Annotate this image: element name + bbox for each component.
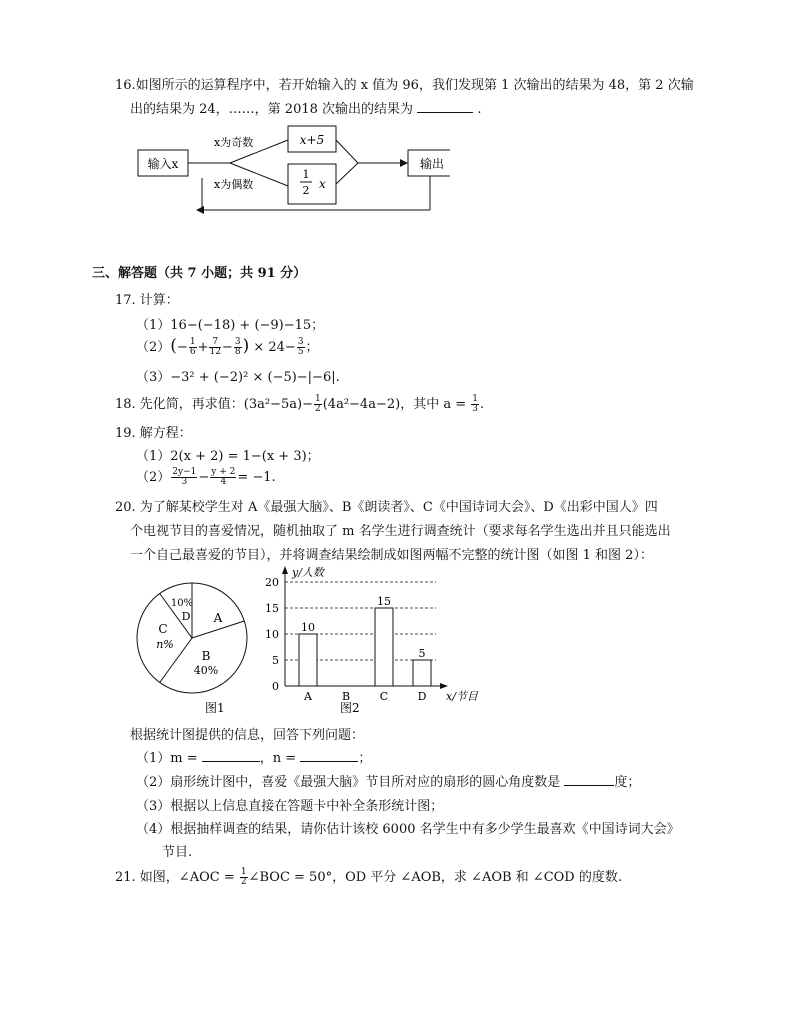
flow-op2-var: x xyxy=(319,177,326,191)
q17-frac3: $\frac{3}{8}$ xyxy=(234,337,241,357)
ytick-0: 0 xyxy=(272,680,279,693)
q20-sub4-line1: （4）根据抽样调查的结果，请你估计该校 6000 名学生中有多少学生最喜欢《中国诗词大会》 xyxy=(136,822,680,837)
q18-prefix: 18. 先化简，再求值：(3a²−5a)− xyxy=(115,397,313,412)
q18-frac1: $\frac{1}{2}$ xyxy=(315,394,321,414)
ytick-15: 15 xyxy=(265,602,279,615)
pie-label-C: C xyxy=(158,622,168,636)
q19-part2: （2） $\frac{2y-1}{3}$ − $\frac{y + 2}{4}$ = −1. xyxy=(136,467,276,487)
bar-chart-yticks xyxy=(265,576,279,693)
q20-s1-m: （1）m = xyxy=(136,751,198,766)
pie-label-D: D xyxy=(181,610,191,623)
bar-chart xyxy=(258,562,488,718)
q20-s1-end: ； xyxy=(358,751,372,766)
q18-mid: (4a²−4a−2)，其中 a = xyxy=(322,397,471,412)
q21-frac: $\frac{1}{2}$ xyxy=(240,867,247,887)
q17-p2-end: ； xyxy=(305,340,319,355)
ytick-10: 10 xyxy=(265,628,279,641)
q18-line xyxy=(115,393,484,414)
flow-even-label: x为偶数 xyxy=(214,178,254,191)
flow-op2-box xyxy=(288,164,336,204)
q21-line xyxy=(115,866,622,887)
flow-output-arrow xyxy=(400,159,408,167)
q18-end: . xyxy=(479,397,485,412)
bar-chart-xticks xyxy=(303,690,427,703)
q20-line2: 个电视节目的喜爱情况，随机抽取了 m 名学生进行调查统计（要求每名学生选出并且只能选出 xyxy=(130,524,671,539)
q17-frac1: $\frac{1}{6}$ xyxy=(189,337,196,357)
q16-line1: 16.如图所示的运算程序中，若开始输入的 x 值为 96，我们发现第 1 次输出的结果为 48，第 2 次输 xyxy=(115,78,694,93)
x-axis-arrow xyxy=(440,683,448,689)
section-title: 三、解答题（共 7 小题；共 91 分） xyxy=(92,266,307,281)
y-axis-arrow xyxy=(282,566,288,574)
xtick-A: A xyxy=(304,690,312,703)
pie-caption: 图1 xyxy=(205,701,225,715)
flow-op2-den: 2 xyxy=(302,184,310,197)
q16-answer-blank[interactable] xyxy=(417,100,473,113)
pie-label-B: B xyxy=(201,649,211,663)
pie-pct-D: 10% xyxy=(170,598,194,609)
flow-op2-num: 1 xyxy=(302,168,310,181)
q19-p2-prefix: （2） xyxy=(136,470,171,485)
q19-frac2: $\frac{y + 2}{4}$ xyxy=(211,467,236,487)
ytick-5: 5 xyxy=(272,654,279,667)
flow-op1-label: x+5 xyxy=(299,133,325,147)
q21-rest: ∠BOC = 50°，OD 平分 ∠AOB，求 ∠AOB 和 ∠COD 的度数. xyxy=(248,870,622,885)
xtick-D: D xyxy=(417,690,427,703)
q18-frac2: $\frac{1}{3}$ xyxy=(472,394,478,414)
xtick-B: B xyxy=(341,690,351,703)
q20-line1: 20. 为了解某校学生对 A《最强大脑》、B《朗读者》、C《中国诗词大会》、D《出彩中国人》四 xyxy=(115,500,658,515)
pie-pct-B: 40% xyxy=(193,664,219,677)
flowchart xyxy=(130,118,450,218)
q20-sub3: （3）根据以上信息直接在答题卡中补全条形统计图； xyxy=(136,799,444,814)
q20-sub1 xyxy=(136,747,371,766)
bar-D xyxy=(413,660,431,686)
q19-p2-end: = −1. xyxy=(237,470,276,485)
bar-caption: 图2 xyxy=(340,701,360,715)
flow-merge-top xyxy=(336,140,358,163)
q17-p2-mid: × 24− xyxy=(253,340,296,355)
q17-part1: （1）16−(−18) + (−9)−15； xyxy=(136,318,325,333)
q20-sub2 xyxy=(136,771,640,790)
bar-chart-bars xyxy=(299,595,431,686)
x-axis-label: x/节目 xyxy=(446,690,478,703)
flow-output-label: 输出 xyxy=(419,157,445,171)
q17-frac4: $\frac{3}{5}$ xyxy=(297,337,304,357)
q19-head: 19. 解方程： xyxy=(115,426,192,441)
flow-input-label: 输入x xyxy=(147,157,179,171)
q20-s1-n: ，n = xyxy=(259,751,297,766)
q20-s2-end: 度； xyxy=(614,775,641,790)
q20-line3: 一个自己最喜爱的节目），并将调查结果绘制成如图两幅不完整的统计图（如图 1 和图 2）： xyxy=(130,548,653,563)
q17-part3: （3）−3² + (−2)² × (−5)−|−6|. xyxy=(136,370,340,385)
q20-angle-blank[interactable] xyxy=(564,773,614,786)
pie-pct-C: n% xyxy=(156,638,174,651)
q17-p2-prefix: （2） xyxy=(136,340,171,355)
bar-C xyxy=(375,608,393,686)
bar-value-C: 15 xyxy=(377,595,391,608)
q17-frac2: $\frac{7}{12}$ xyxy=(209,337,221,357)
q19-frac1: $\frac{2y-1}{3}$ xyxy=(172,467,197,487)
bar-value-D: 5 xyxy=(418,647,426,660)
bar-A xyxy=(299,634,317,686)
q16-line2 xyxy=(130,98,481,117)
pie-label-A: A xyxy=(213,611,223,625)
q20-m-blank[interactable] xyxy=(202,749,260,762)
q20-sub4-line2: 节目. xyxy=(162,845,193,860)
q17-head: 17. 计算： xyxy=(115,293,179,308)
q16-line2-text: 出的结果为 24，……，第 2018 次输出的结果为 xyxy=(130,102,414,117)
ytick-20: 20 xyxy=(265,576,279,589)
bar-value-A: 10 xyxy=(301,621,315,634)
xtick-C: C xyxy=(379,690,389,703)
q19-part1: （1）2(x + 2) = 1−(x + 3)； xyxy=(136,449,320,464)
flow-loop-arrow xyxy=(196,206,204,214)
q21-prefix: 21. 如图，∠AOC = xyxy=(115,870,239,885)
q20-prompt: 根据统计图提供的信息，回答下列问题： xyxy=(130,728,365,743)
flow-odd-label: x为奇数 xyxy=(214,136,254,149)
q20-n-blank[interactable] xyxy=(300,749,358,762)
q16-line2-end: . xyxy=(477,102,482,117)
y-axis-label: y/人数 xyxy=(292,566,324,579)
flow-merge-bottom xyxy=(336,163,358,184)
pie-chart xyxy=(130,576,260,716)
q20-s2-text: （2）扇形统计图中，喜爱《最强大脑》节目所对应的扇形的圆心角度数是 xyxy=(136,775,561,790)
q17-part2: （2）(− $\frac{1}{6}$ + $\frac{7}{12}$ − $\frac{3}{8}$ ) × 24− $\frac{3}{5}$ ； xyxy=(136,336,319,357)
